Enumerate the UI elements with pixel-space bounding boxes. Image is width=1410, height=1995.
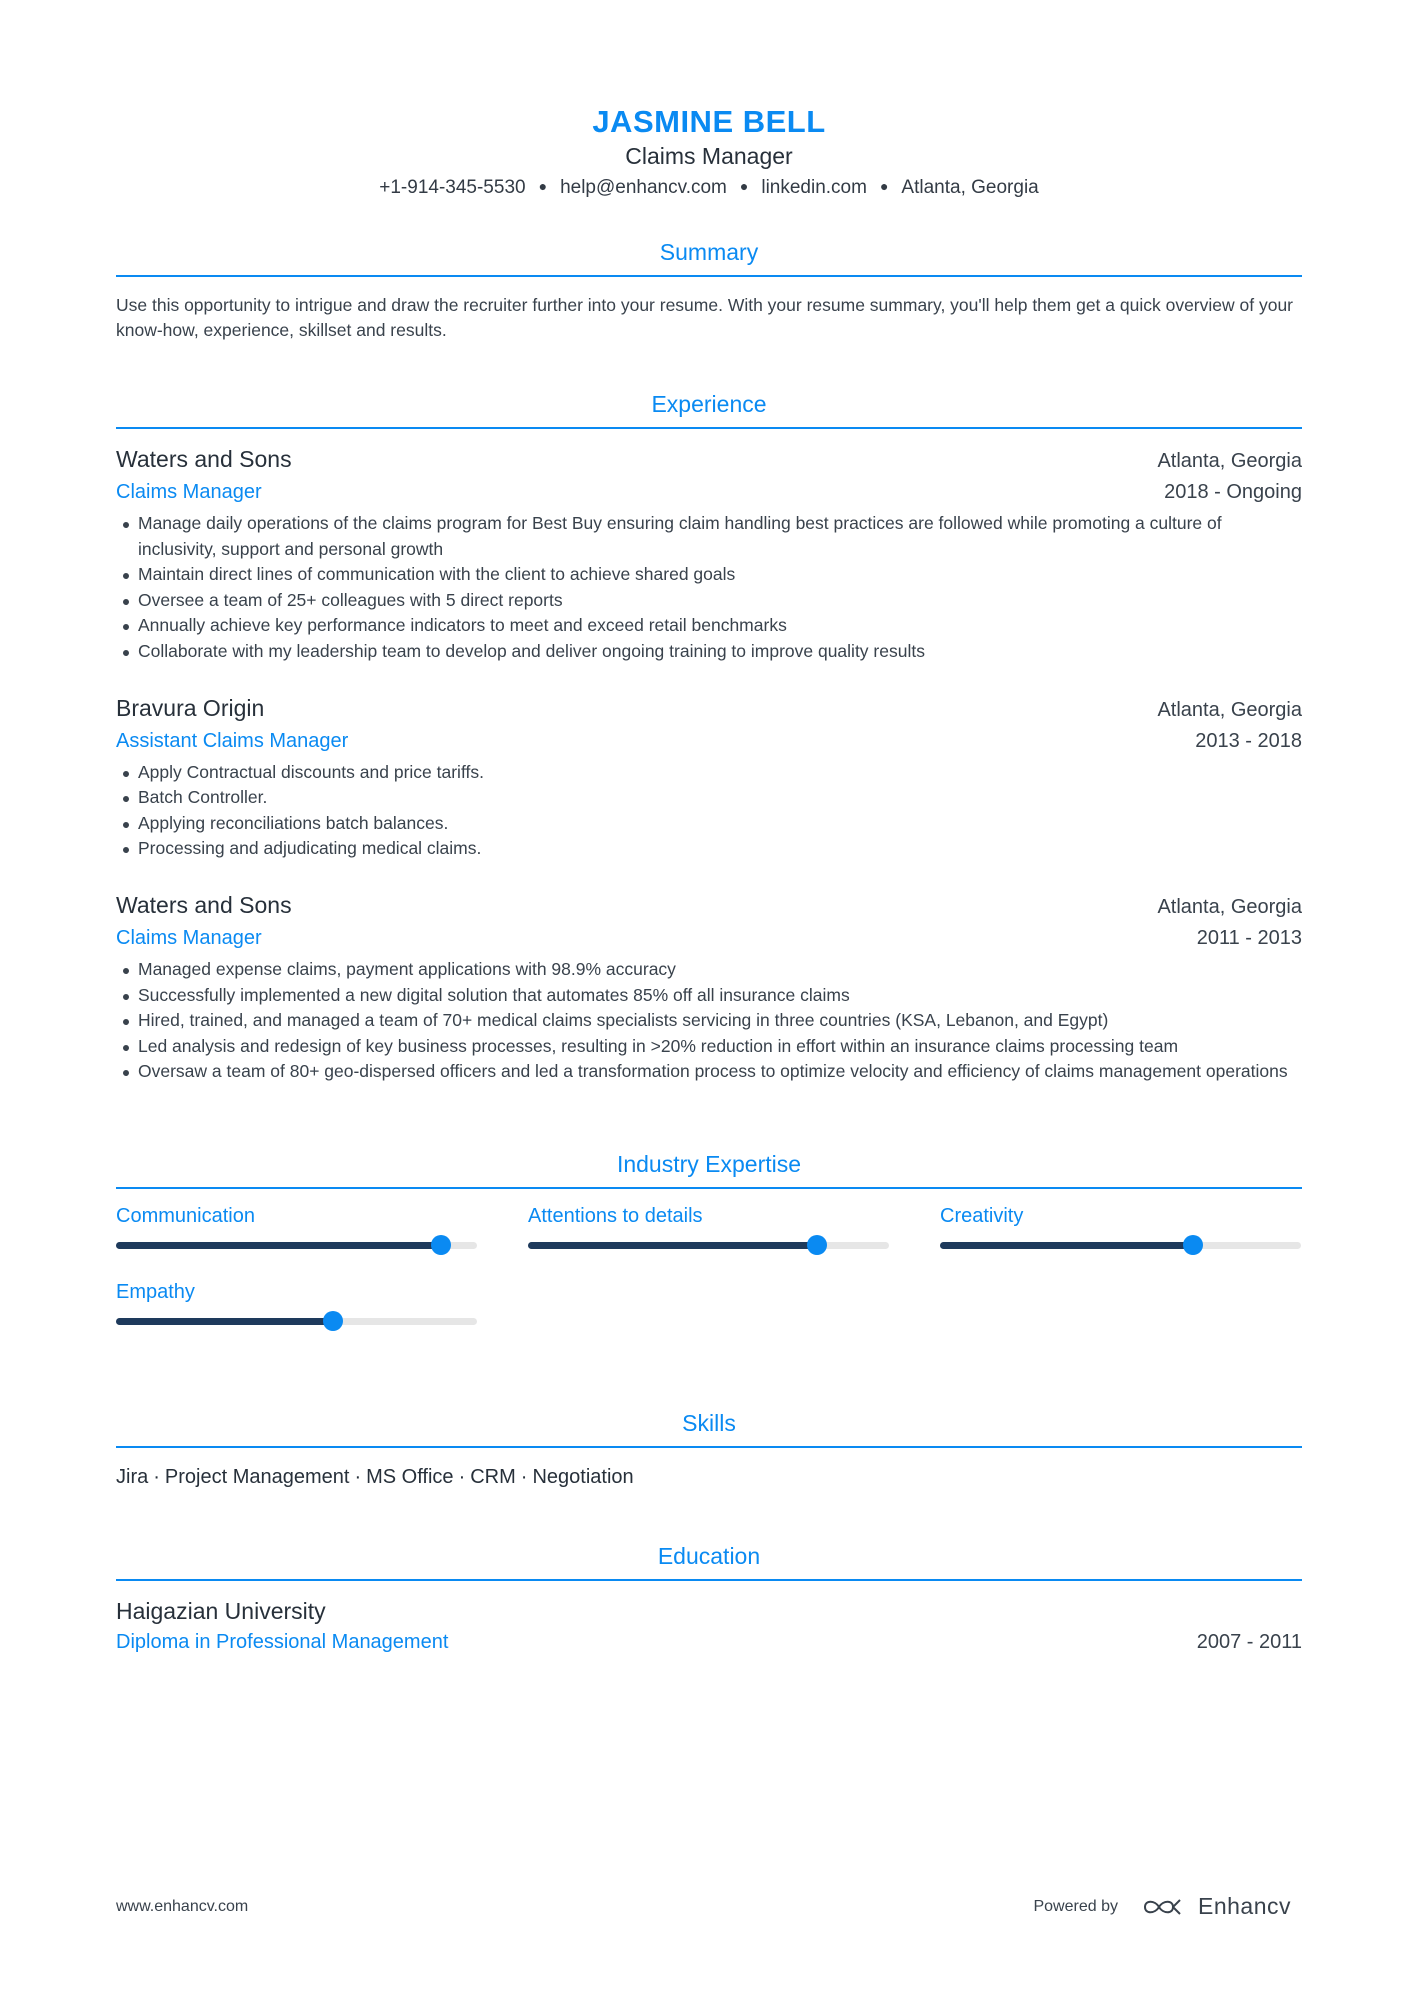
contact-line [116, 175, 1302, 201]
footer-website-link[interactable]: www.enhancv.com [116, 1897, 249, 1915]
skill-separator: · [458, 1466, 466, 1488]
company-name: Waters and Sons [116, 446, 292, 472]
job-bullets [116, 957, 1302, 1085]
school-name: Haigazian University [116, 1598, 326, 1624]
industry-expertise-section [116, 1149, 1302, 1325]
skill-separator: · [153, 1466, 160, 1488]
contact-location: Atlanta, Georgia [901, 177, 1039, 198]
job-location: Atlanta, Georgia [1157, 450, 1302, 472]
expertise-bar [528, 1242, 889, 1249]
experience-entry [116, 889, 1302, 1085]
bullet-item: Collaborate with my leadership team to develop and deliver ongoing training to improve quality results [138, 639, 1302, 665]
contact-email: help@enhancv.com [560, 177, 727, 198]
skill-item: Negotiation [532, 1466, 634, 1488]
education-dates: 2007 - 2011 [1196, 1631, 1302, 1653]
expertise-bar-knob [807, 1235, 827, 1255]
expertise-grid [116, 1201, 1302, 1325]
company-name: Waters and Sons [116, 891, 292, 918]
skill-item: MS Office [366, 1466, 454, 1488]
skill-item: Project Management [164, 1466, 350, 1488]
job-dates: 2013 - 2018 [1195, 729, 1302, 752]
bullet-item: Processing and adjudicating medical claims. [138, 836, 1302, 862]
bullet-item: Led analysis and redesign of key business processes, resulting in >20% reduction in effort within an insurance claims processing team [138, 1034, 1302, 1060]
bullet-item: Apply Contractual discounts and price tariffs. [138, 760, 1302, 786]
expertise-bar [116, 1318, 477, 1325]
resume-page [116, 0, 1302, 1653]
bullet-item: Hired, trained, and managed a team of 70+ medical claims specialists servicing in three countries (KSA, Lebanon, and Egypt) [138, 1008, 1302, 1034]
candidate-role: Claims Manager [625, 143, 793, 169]
job-bullets [116, 760, 1302, 862]
bullet-separator: ● [538, 178, 548, 194]
expertise-bar-fill [116, 1318, 333, 1325]
skill-item: Jira [116, 1466, 149, 1488]
expertise-item [116, 1277, 477, 1325]
summary-text: Use this opportunity to intrigue and draw the recruiter further into your resume. With your resume summary, you'll help them get a quick overview of your know-how, experience, skillset and results. [116, 295, 1294, 340]
job-title: Assistant Claims Manager [116, 729, 349, 752]
expertise-bar [940, 1242, 1301, 1249]
expertise-item [528, 1201, 889, 1249]
section-title-education: Education [116, 1541, 1302, 1581]
company-name: Bravura Origin [116, 694, 265, 721]
job-dates: 2018 - Ongoing [1164, 481, 1302, 503]
bullet-item: Batch Controller. [138, 785, 1302, 811]
contact-linkedin: linkedin.com [761, 177, 867, 198]
resume-header [116, 0, 1302, 201]
expertise-name: Communication [116, 1205, 255, 1227]
section-title-experience: Experience [116, 389, 1302, 429]
expertise-bar-fill [528, 1242, 817, 1249]
bullet-item: Oversee a team of 25+ colleagues with 5 direct reports [138, 588, 1302, 614]
skill-item: CRM [470, 1466, 516, 1488]
job-location: Atlanta, Georgia [1157, 895, 1302, 918]
experience-entry [116, 692, 1302, 862]
skill-separator: · [520, 1466, 528, 1488]
skills-section [116, 1408, 1302, 1492]
bullet-item: Manage daily operations of the claims program for Best Buy ensuring claim handling best practices are followed while promoting a culture of inclusivity, support and personal growth [138, 511, 1302, 562]
bullet-item: Managed expense claims, payment applications with 98.9% accuracy [138, 957, 1302, 983]
summary-section [116, 237, 1302, 343]
section-title-skills: Skills [116, 1408, 1302, 1448]
bullet-item: Oversaw a team of 80+ geo-dispersed officers and led a transformation process to optimize velocity and efficiency of claims management operations [138, 1059, 1302, 1085]
candidate-name: JASMINE BELL [592, 104, 826, 139]
expertise-bar [116, 1242, 477, 1249]
expertise-bar-fill [116, 1242, 441, 1249]
bullet-item: Successfully implemented a new digital solution that automates 85% off all insurance claims [138, 983, 1302, 1009]
bullet-item: Applying reconciliations batch balances. [138, 811, 1302, 837]
section-title-summary: Summary [116, 237, 1302, 277]
expertise-item [116, 1201, 477, 1249]
expertise-bar-knob [1183, 1235, 1203, 1255]
expertise-bar-knob [431, 1235, 451, 1255]
expertise-item [940, 1201, 1301, 1249]
expertise-name: Empathy [116, 1281, 195, 1303]
bullet-separator: ● [879, 178, 889, 194]
job-title: Claims Manager [116, 926, 262, 949]
experience-entry [116, 443, 1302, 665]
powered-by [1033, 1893, 1291, 1920]
job-location: Atlanta, Georgia [1157, 698, 1302, 721]
education-entry [116, 1595, 1302, 1657]
job-title: Claims Manager [116, 481, 262, 503]
bullet-separator: ● [739, 178, 749, 194]
contact-phone: +1-914-345-5530 [379, 177, 526, 198]
enhancv-logo-icon [1142, 1895, 1188, 1919]
degree-name: Diploma in Professional Management [116, 1631, 449, 1653]
bullet-item: Annually achieve key performance indicators to meet and exceed retail benchmarks [138, 613, 1302, 639]
expertise-bar-fill [940, 1242, 1193, 1249]
expertise-name: Creativity [940, 1205, 1024, 1227]
job-dates: 2011 - 2013 [1196, 926, 1302, 949]
skills-list [116, 1462, 1302, 1492]
experience-section [116, 389, 1302, 1085]
footer-brand: Enhancv [1197, 1893, 1291, 1919]
job-bullets [116, 511, 1302, 665]
powered-by-label: Powered by [1033, 1897, 1118, 1915]
education-section [116, 1541, 1302, 1657]
page-footer [116, 1893, 1291, 1920]
expertise-bar-knob [323, 1311, 343, 1331]
section-title-expertise: Industry Expertise [116, 1149, 1302, 1189]
bullet-item: Maintain direct lines of communication with the client to achieve shared goals [138, 562, 1302, 588]
skill-separator: · [354, 1466, 362, 1488]
expertise-name: Attentions to details [528, 1205, 703, 1227]
